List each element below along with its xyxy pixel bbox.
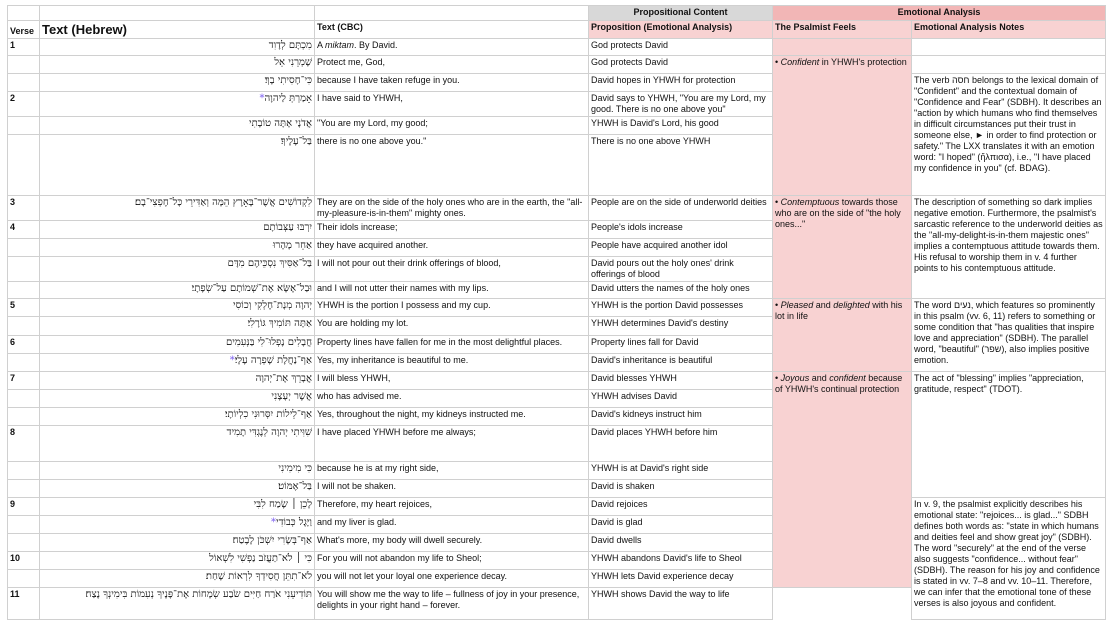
feels-cell-confident[interactable]: • Confident in YHWH's protection (773, 56, 912, 196)
cbc-cell[interactable]: What's more, my body will dwell securely. (315, 534, 589, 552)
cbc-cell[interactable]: YHWH is the portion I possess and my cup. (315, 299, 589, 317)
hebrew-cell[interactable]: אַף־בְּשָׂרִי יִשְׁכֹּן לָבֶטַח׃ (40, 534, 315, 552)
cbc-cell[interactable]: Yes, throughout the night, my kidneys instructed me. (315, 408, 589, 426)
hebrew-cell[interactable]: בַּל־אַסִּיךְ נִסְכֵּיהֶם מִדָּם (40, 257, 315, 282)
verse-cell[interactable]: 8 (8, 426, 40, 462)
verse-cell[interactable] (8, 257, 40, 282)
col-header-proposition[interactable]: Proposition (Emotional Analysis) (589, 21, 773, 39)
verse-cell[interactable] (8, 462, 40, 480)
proposition-cell[interactable]: YHWH lets David experience decay (589, 570, 773, 588)
verse-cell[interactable]: 3 (8, 196, 40, 221)
proposition-cell[interactable]: David is shaken (589, 480, 773, 498)
hebrew-cell[interactable]: אָמַרְתְּ לַיהוָה* (40, 92, 315, 117)
proposition-cell[interactable]: YHWH abandons David's life to Sheol (589, 552, 773, 570)
star-icon: * (259, 93, 265, 104)
verse-cell[interactable] (8, 516, 40, 534)
hebrew-cell[interactable]: כִּי מִימִינִי (40, 462, 315, 480)
cbc-cell[interactable]: Yes, my inheritance is beautiful to me. (315, 354, 589, 372)
hebrew-cell[interactable]: אֲבָרֵךְ אֶת־יְהוָה (40, 372, 315, 390)
hebrew-cell[interactable]: מִכְתָּם לְדָוִד (40, 39, 315, 56)
notes-cell-v5-6[interactable]: The word נעים, which features so prominently in this psalm (vv. 6, 11) refers to something or some condition that "has qualities that inspire love and appreciation" (SDBH). The parallel word, "beautiful" (שפר), also implies positive emotion. (912, 299, 1106, 372)
verse-cell[interactable] (8, 239, 40, 257)
verse-cell[interactable]: 2 (8, 92, 40, 117)
verse-cell[interactable]: 5 (8, 299, 40, 317)
proposition-cell[interactable]: David is glad (589, 516, 773, 534)
cbc-cell[interactable]: Their idols increase; (315, 221, 589, 239)
proposition-cell[interactable]: David hopes in YHWH for protection (589, 74, 773, 92)
hebrew-cell[interactable]: כִּי־חָסִיתִי בָךְ׃ (40, 74, 315, 92)
cbc-cell[interactable]: you will not let your loyal one experience decay. (315, 570, 589, 588)
hebrew-cell[interactable]: וַיָּגֶל כְּבוֹדִי* (40, 516, 315, 534)
hebrew-cell[interactable]: בַּל־אֶמּוֹט׃ (40, 480, 315, 498)
proposition-cell[interactable]: There is no one above YHWH (589, 135, 773, 196)
cbc-cell[interactable]: there is no one above you." (315, 135, 589, 196)
notes-cell-v9-11[interactable]: In v. 9, the psalmist explicitly describes his emotional state: "rejoices... is glad..." SDBH defines both words as: "state in which humans and deities feel and show great joy" (SDBH). The word "securely" at the end of the verse also suggests "confidence... without fear" (SDBH). The reason for his joy and confidence is stated in vv. 7–8 and vv. 10–11. Therefore, we can infer that the emotional tone of these verses is also joyous and confident. (912, 498, 1106, 620)
verse-cell[interactable]: 11 (8, 588, 40, 620)
hebrew-cell[interactable]: אַחֵר מָהָרוּ (40, 239, 315, 257)
hebrew-cell[interactable]: יְהוָה מְנָת־חֶלְקִי וְכוֹסִי (40, 299, 315, 317)
verse-cell[interactable]: 7 (8, 372, 40, 390)
group-header-emotional[interactable]: Emotional Analysis (773, 6, 1106, 21)
hebrew-cell[interactable]: שִׁוִּיתִי יְהוָה לְנֶגְדִּי תָמִיד (40, 426, 315, 462)
verse-cell[interactable] (8, 480, 40, 498)
cbc-cell[interactable]: You are holding my lot. (315, 317, 589, 336)
proposition-cell[interactable]: David utters the names of the holy ones (589, 282, 773, 299)
cbc-cell[interactable]: Property lines have fallen for me in the most delightful places. (315, 336, 589, 354)
hebrew-cell[interactable]: תּוֹדִיעֵנִי אֹרַח חַיִּים שֹׂבַע שְׂמָחוֹת אֶת־פָּנֶיךָ נְעִמוֹת בִּימִינְךָ נֶצַח׃ (40, 588, 315, 620)
proposition-cell[interactable]: David's kidneys instruct him (589, 408, 773, 426)
proposition-cell[interactable]: David's inheritance is beautiful (589, 354, 773, 372)
hebrew-cell[interactable]: וּבַל־אֶשָּׂא אֶת־שְׁמוֹתָם עַל־שְׂפָתָי׃ (40, 282, 315, 299)
hebrew-cell[interactable]: חֲבָלִים נָפְלוּ־לִי בַּנְּעִמִים (40, 336, 315, 354)
cbc-cell[interactable]: For you will not abandon my life to Sheol; (315, 552, 589, 570)
verse-cell[interactable] (8, 570, 40, 588)
notes-cell-empty[interactable] (912, 56, 1106, 74)
cbc-cell[interactable]: because I have taken refuge in you. (315, 74, 589, 92)
proposition-cell[interactable]: YHWH determines David's destiny (589, 317, 773, 336)
proposition-cell[interactable]: Property lines fall for David (589, 336, 773, 354)
proposition-cell[interactable]: David rejoices (589, 498, 773, 516)
verse-cell[interactable] (8, 282, 40, 299)
star-icon: * (270, 517, 276, 528)
proposition-cell[interactable]: YHWH is David's Lord, his good (589, 117, 773, 135)
verse-cell[interactable] (8, 135, 40, 196)
hebrew-cell[interactable]: אַף־נַחֲלָת שָׁפְרָה עָלָי׃* (40, 354, 315, 372)
miktam-word: miktam (325, 40, 355, 50)
feels-cell-empty[interactable] (773, 39, 912, 56)
proposition-cell[interactable]: People have acquired another idol (589, 239, 773, 257)
proposition-cell[interactable]: YHWH advises David (589, 390, 773, 408)
hebrew-cell[interactable]: בַּל־עָלֶיךָ׃ (40, 135, 315, 196)
proposition-cell[interactable]: David places YHWH before him (589, 426, 773, 462)
notes-cell-v3-4[interactable]: The description of something so dark implies negative emotion. Furthermore, the psalmist's sarcastic reference to the underworld deities as the "all-my-delight-is-in-them majestic ones" implies a contemptuous attitude towards them. His refusal to worship them in v. 4 further points to his contemptuous attitude. (912, 196, 1106, 299)
notes-cell-v1-2[interactable]: The verb חסה belongs to the lexical domain of "Confident" and the contextual domain of "Confidence and Fear" (SDBH). It describes an "action by which humans who find themselves in difficult circumstances put their trust in someone else, ► in order to find protection or safety." The LXX translates it with an emotion word: "I hoped" (ἤλπισα), i.e., "I have placed my confidence in you" (cf. BDAG). (912, 74, 1106, 196)
cbc-cell[interactable]: I have said to YHWH, (315, 92, 589, 117)
cbc-cell[interactable]: Therefore, my heart rejoices, (315, 498, 589, 516)
col-header-hebrew[interactable]: Text (Hebrew) (40, 21, 315, 39)
cbc-cell[interactable]: A miktam. By David. (315, 39, 589, 56)
cbc-cell[interactable]: "You are my Lord, my good; (315, 117, 589, 135)
verse-cell[interactable]: 9 (8, 498, 40, 516)
hebrew-cell[interactable]: שָׁמְרֵנִי אֵל (40, 56, 315, 74)
verse-cell[interactable] (8, 390, 40, 408)
proposition-cell[interactable]: YHWH is at David's right side (589, 462, 773, 480)
proposition-cell[interactable]: David blesses YHWH (589, 372, 773, 390)
hebrew-cell[interactable]: לָכֵן ׀ שָׂמַח לִבִּי (40, 498, 315, 516)
verse-cell[interactable]: 1 (8, 39, 40, 56)
col-header-cbc[interactable]: Text (CBC) (315, 21, 589, 39)
col-header-verse[interactable]: Verse (8, 21, 40, 39)
cbc-cell[interactable]: I will not pour out their drink offerings of blood, (315, 257, 589, 282)
verse-cell[interactable] (8, 117, 40, 135)
star-icon: * (229, 355, 235, 366)
cbc-cell[interactable]: they have acquired another. (315, 239, 589, 257)
proposition-cell[interactable]: YHWH is the portion David possesses (589, 299, 773, 317)
col-header-notes[interactable]: Emotional Analysis Notes (912, 21, 1106, 39)
cbc-cell[interactable]: because he is at my right side, (315, 462, 589, 480)
proposition-cell[interactable]: People's idols increase (589, 221, 773, 239)
cbc-cell[interactable]: Protect me, God, (315, 56, 589, 74)
hebrew-cell[interactable]: אַף־לֵילוֹת יִסְּרוּנִי כִלְיוֹתָי׃ (40, 408, 315, 426)
verse-cell[interactable] (8, 74, 40, 92)
verse-cell[interactable]: 10 (8, 552, 40, 570)
proposition-cell[interactable]: People are on the side of underworld deities (589, 196, 773, 221)
notes-cell-empty[interactable] (912, 39, 1106, 56)
proposition-cell[interactable]: David pours out the holy ones' drink offerings of blood (589, 257, 773, 282)
verse-cell[interactable]: 4 (8, 221, 40, 239)
bullet: • (775, 57, 779, 67)
cbc-cell[interactable]: and I will not utter their names with my lips. (315, 282, 589, 299)
cbc-cell[interactable]: and my liver is glad. (315, 516, 589, 534)
cbc-cell[interactable]: I have placed YHWH before me always; (315, 426, 589, 462)
hebrew-cell[interactable]: כִּי ׀ לֹא־תַעֲזֹב נַפְשִׁי לִשְׁאוֹל (40, 552, 315, 570)
proposition-cell[interactable]: YHWH shows David the way to life (589, 588, 773, 620)
feels-cell-contemptuous[interactable]: • Contemptuous towards those who are on the side of "the holy ones..." (773, 196, 912, 299)
verse-cell[interactable] (8, 408, 40, 426)
cbc-cell[interactable]: who has advised me. (315, 390, 589, 408)
hebrew-cell[interactable]: אַתָּה תּוֹמִיךְ גּוֹרָלִי׃ (40, 317, 315, 336)
group-header-propositional[interactable]: Propositional Content (589, 6, 773, 21)
hebrew-cell[interactable]: לִקְדוֹשִׁים אֲשֶׁר־בָּאָרֶץ הֵמָּה וְאַדִּירֵי כָּל־חֶפְצִי־בָם׃ (40, 196, 315, 221)
analysis-table (7, 5, 1106, 620)
notes-cell-v7-8[interactable]: The act of "blessing" implies "appreciation, gratitude, respect" (TDOT). (912, 372, 1106, 498)
feels-cell-pleased[interactable]: • Pleased and delighted with his lot in life (773, 299, 912, 372)
verse-cell[interactable] (8, 354, 40, 372)
feels-cell-joyous[interactable]: • Joyous and confident because of YHWH's continual protection (773, 372, 912, 588)
hebrew-cell[interactable]: אֲדֹנָי אָתָּה טוֹבָתִי (40, 117, 315, 135)
verse-cell[interactable] (8, 56, 40, 74)
cbc-cell[interactable]: You will show me the way to life – fullness of joy in your presence, delights in your right hand – forever. (315, 588, 589, 620)
verse-cell[interactable] (8, 534, 40, 552)
cbc-cell[interactable]: I will not be shaken. (315, 480, 589, 498)
cbc-cell[interactable]: I will bless YHWH, (315, 372, 589, 390)
hebrew-cell[interactable]: אֲשֶׁר יְעָצָנִי (40, 390, 315, 408)
col-header-feels[interactable]: The Psalmist Feels (773, 21, 912, 39)
cbc-cell[interactable]: They are on the side of the holy ones who are in the earth, the "all-my-pleasure-is-in-them" mighty ones. (315, 196, 589, 221)
hebrew-cell[interactable]: לֹא־תִתֵּן חֲסִידְךָ לִרְאוֹת שָׁחַת׃ (40, 570, 315, 588)
verse-cell[interactable]: 6 (8, 336, 40, 354)
proposition-cell[interactable]: God protects David (589, 39, 773, 56)
proposition-cell[interactable]: David dwells (589, 534, 773, 552)
spreadsheet (7, 5, 1106, 620)
proposition-cell[interactable]: David says to YHWH, "You are my Lord, my good. There is no one above you" (589, 92, 773, 117)
verse-cell[interactable] (8, 317, 40, 336)
hebrew-cell[interactable]: יִרְבּוּ עַצְּבוֹתָם (40, 221, 315, 239)
proposition-cell[interactable]: God protects David (589, 56, 773, 74)
